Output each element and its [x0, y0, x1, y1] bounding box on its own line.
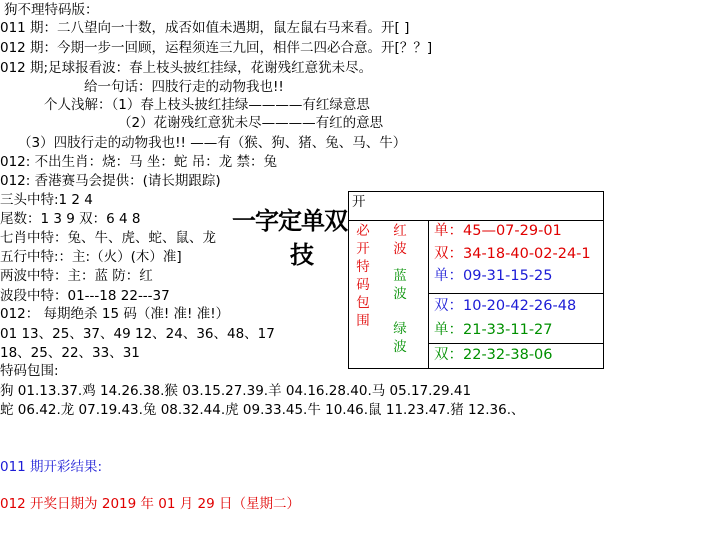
two-waves: 两波中特：主：蓝 防：红	[0, 268, 153, 284]
slogan-line-2: 技	[290, 241, 313, 269]
row-numbers: 10-20-42-26-48	[463, 298, 577, 314]
draw-date: 012 开奖日期为 2019 年 01 月 29 日（星期二）	[0, 496, 301, 512]
slogan-line-1: 一字定单双	[232, 207, 347, 235]
table-column-divider	[428, 220, 429, 369]
one-sentence-hint: 给一句话：四肢行走的动物我也!!	[84, 79, 284, 95]
no-out-zodiac: 012: 不出生肖：烧：马 坐：蛇 吊：龙 禁：兔	[0, 154, 277, 170]
green-wave-label: 绿波	[393, 321, 407, 355]
personal-interpretation-3: （3）四肢行走的动物我也!! ——有（猴、狗、猪、兔、马、牛）	[18, 135, 407, 151]
table-row	[434, 297, 576, 315]
provider-line: 012: 香港赛马会提供：(请长期跟踪)	[0, 173, 221, 189]
row-parity-label: 单：	[434, 322, 463, 338]
table-header-divider	[348, 220, 604, 221]
row-numbers: 09-31-15-25	[463, 268, 553, 284]
kill-15-title: 012： 每期绝杀 15 码（准! 准! 准!）	[0, 306, 230, 322]
must-open-label: 必开特码包围	[356, 223, 370, 329]
row-parity-label: 单：	[434, 223, 463, 239]
row-parity-label: 双：	[434, 347, 463, 363]
row-parity-label: 双：	[434, 246, 463, 262]
period-012-riddle: 012 期：今期一步一回顾，运程须连三九回，相伴二四必合意。开[？？]	[0, 40, 433, 56]
row-numbers: 21-33-11-27	[463, 322, 553, 338]
table-row	[434, 267, 553, 285]
five-elements: 五行中特:：主:（火）(木）准]	[0, 249, 182, 265]
red-wave-label: 红波	[393, 223, 407, 257]
kill-numbers-2: 18、25、22、33、31	[0, 345, 140, 361]
table-row-divider-2	[428, 343, 604, 344]
row-numbers: 45—07-29-01	[463, 223, 562, 239]
zodiac-surround-line-1: 狗 01.13.37.鸡 14.26.38.猴 03.15.27.39.羊 04.16.28.40.马 05.17.29.41	[0, 383, 472, 399]
row-parity-label: 单：	[434, 268, 463, 284]
seven-zodiac: 七肖中特：兔、牛、虎、蛇、鼠、龙	[0, 230, 216, 246]
period-012-football-riddle: 012 期;足球报看波：春上枝头披红挂绿，花谢残红意犹未尽。	[0, 60, 373, 76]
period-011-riddle: 011 期：二八望向一十数，成否如值未遇期，鼠左鼠右马来看。开[ ]	[0, 20, 410, 36]
zodiac-surround-line-2: 蛇 06.42.龙 07.19.43.兔 08.32.44.虎 09.33.45.牛 10.46.鼠 11.23.47.猪 12.36.、	[0, 402, 525, 418]
table-row-divider-1	[428, 293, 604, 294]
table-row	[434, 346, 553, 364]
table-header-open: 开	[352, 194, 366, 210]
kill-numbers-1: 01 13、25、37、49 12、24、36、48、17	[0, 326, 275, 342]
zodiac-surround-title: 特码包围:	[0, 363, 59, 379]
row-numbers: 34-18-40-02-24-1	[463, 246, 591, 262]
personal-interpretation-1: 个人浅解：（1）春上枝头披红挂绿————有红绿意思	[44, 97, 370, 113]
table-row	[434, 245, 604, 263]
row-parity-label: 双：	[434, 298, 463, 314]
three-heads: 三头中特:1 2 4	[0, 192, 93, 208]
result-title: 011 期开彩结果:	[0, 459, 103, 475]
band-range: 波段中特：01---18 22---37	[0, 288, 170, 304]
table-row	[434, 321, 553, 339]
table-row	[434, 222, 562, 240]
row-numbers: 22-32-38-06	[463, 347, 553, 363]
personal-interpretation-2: （2）花谢残红意犹未尽————有红的意思	[118, 115, 384, 131]
doc-title: 狗不理特码版：	[4, 2, 99, 18]
blue-wave-label: 蓝波	[393, 268, 407, 302]
tail-numbers: 尾数：1 3 9 双：6 4 8	[0, 211, 141, 227]
